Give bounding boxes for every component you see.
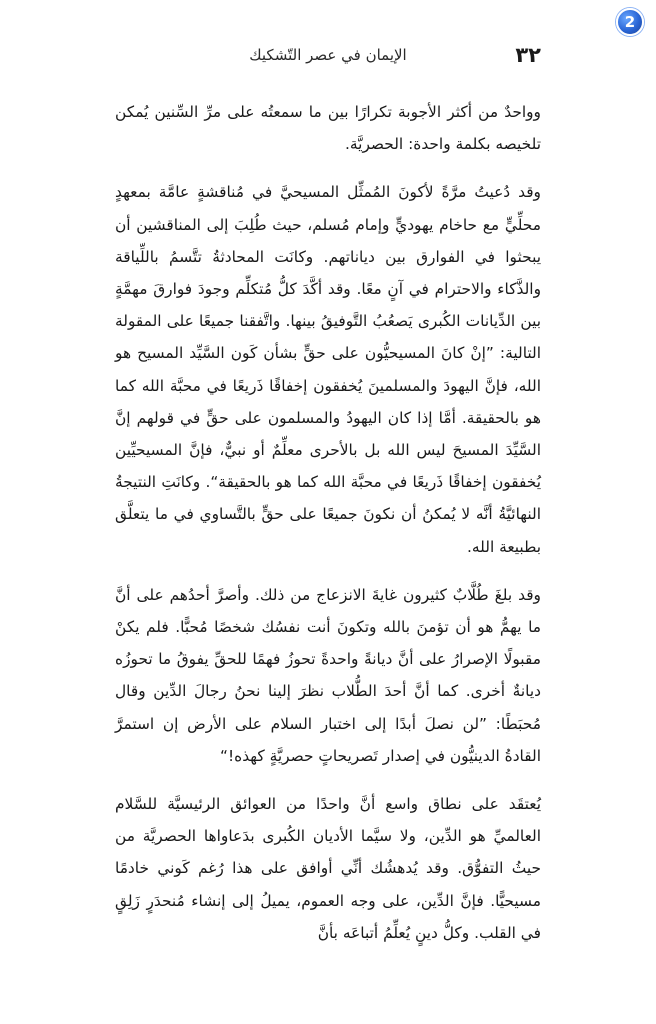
paragraph-3: وقد بلغَ طُلَّابٌ كثيرون غايةَ الانزعاج من ذلك. وأصرَّ أحدُهم على أنَّ ما يهمُّ هو أن تؤمنَ بالله وتكونَ أنت نفسُك شخصًا مُحبًّا. فلم يكنْ مقبولًا الإصرارُ على أنَّ ديانةً واحدةً تحوزُ فهمًا للحقِّ يفوقُ ما تحوزُه ديانةٌ أخرى. كما أنَّ أحدَ الطُّلاب نظرَ إلينا نحنُ رجالَ الدِّين وقال مُحبَطًا: ”لن نصلَ أبدًا إلى اختبار السلام على الأرض إن استمرَّ القادةُ الدينيُّون في إصدار تَصريحاتٍ حصريَّةٍ كهذه!“ (115, 585, 541, 765)
running-title: الإيمان في عصر التّشكيك (249, 46, 407, 64)
page-header (115, 38, 541, 72)
paragraph-2: وقد دُعيتُ مرَّةً لأكونَ المُمثِّل المسيحيَّ في مُناقشةٍ عامَّة بمعهدٍ محلِّيٍّ مع حاخام يهوديٍّ وإمام مُسلم، حيث طُلِبَ إلى المناقشين أن يبحثوا في الفوارق بين دياناتهم. وكانَت المحادثةُ تتَّسمُ باللِّياقة والذَّكاء والاحترام في آنٍ معًا. وقد أكَّدَ كلُّ مُتكلِّم وجودَ فوارقَ مهمَّةٍ بين الدِّيانات الكُبرى يَصعُبُ التَّوفيقُ بينها. واتَّفقنا جميعًا على المقولة التالية: ”إنْ كانَ المسيحيُّون على حقٍّ بشأن كَون السَّيِّد المسيح هو الله، فإنَّ اليهودَ والمسلمينَ يُخفقون إخفاقًا ذَريعًا في محبَّة الله كما هو بالحقيقة. أمَّا إذا كان اليهودُ والمسلمون على حقٍّ في قولهم إنَّ السَّيِّدَ المسيحَ ليس الله بل بالأحرى معلِّمٌ أو نبيٌّ، فإنَّ المسيحيِّين يُخفقون إخفاقًا ذَريعًا في محبَّة الله كما هو بالحقيقة“. وكانَتِ النتيجةُ النهائيَّةُ أنَّه لا يُمكنُ أن نكونَ جميعًا على حقٍّ بالتَّساوي في ما يتعلَّق بطبيعة الله. (115, 183, 541, 556)
paragraph-4: يُعتقَد على نطاق واسع أنَّ واحدًا من العوائق الرئيسيَّة للسَّلام العالميِّ هو الدِّين، ولا سيَّما الأديان الكُبرى بدَعاواها الحصريَّة من حيثُ التفوُّق. وقد يُدهشُك أنِّي أوافق على هذا رُغم كَوني خادمًا مسيحيًّا. فإنَّ الدِّين، على وجه العموم، يميلُ إلى إنشاء مُنحدَرٍ زَلِقٍ في القلب. وكلُّ دينٍ يُعلِّمُ أتباعَه بأنَّ (115, 795, 541, 942)
page-badge: 2 (616, 8, 644, 36)
paragraph-1: وواحدٌ من أكثر الأجوبة تكرارًا بين ما سمعتُه على مرِّ السِّنين يُمكن تلخيصه بكلمة واحدة: الحصريَّة. (115, 103, 541, 154)
page-number: ٣٢ (515, 43, 541, 67)
page-body (115, 96, 541, 965)
